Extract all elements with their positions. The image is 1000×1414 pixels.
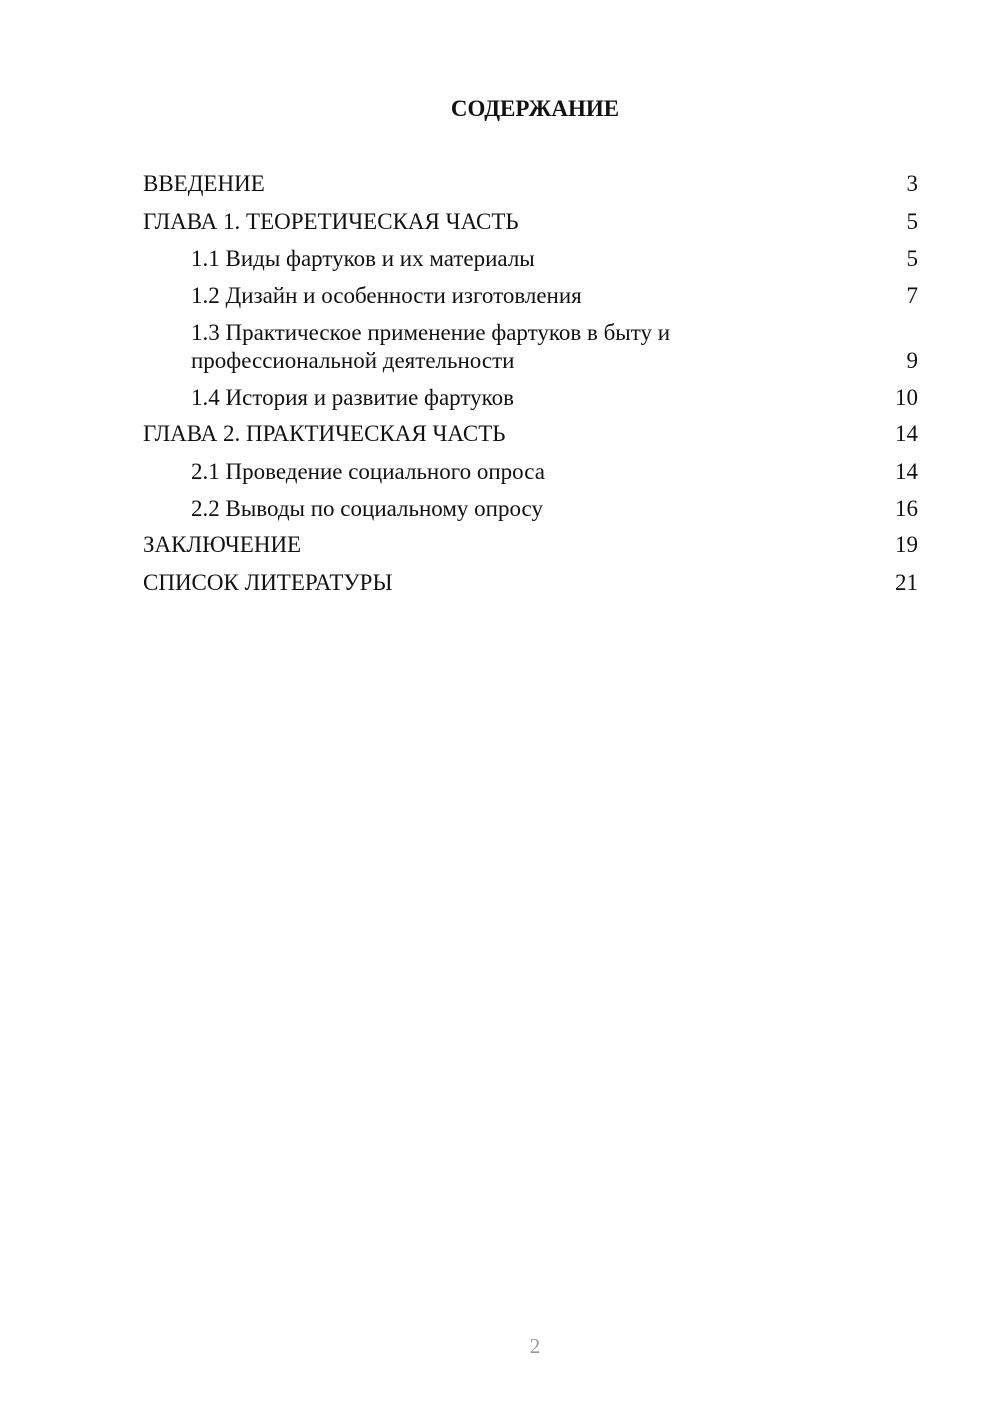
toc-entry-page: 14 bbox=[895, 421, 918, 446]
toc-entry-label: 1.2 Дизайн и особенности изготовления bbox=[191, 283, 582, 308]
toc-entry-page: 19 bbox=[895, 532, 918, 557]
toc-entry-label: ГЛАВА 1. ТЕОРЕТИЧЕСКАЯ ЧАСТЬ bbox=[143, 209, 519, 234]
page-title: СОДЕРЖАНИЕ bbox=[450, 96, 620, 121]
toc-entry-label: 2.2 Выводы по социальному опросу bbox=[191, 496, 543, 521]
toc-entry-label: ЗАКЛЮЧЕНИЕ bbox=[143, 532, 302, 557]
toc-entry-label: 1.4 История и развитие фартуков bbox=[191, 385, 514, 410]
toc-entry-page: 3 bbox=[906, 171, 918, 196]
toc-entry-label: 2.1 Проведение социального опроса bbox=[191, 459, 545, 484]
toc-entry-page: 21 bbox=[895, 570, 918, 595]
toc-entry-page: 5 bbox=[906, 246, 918, 271]
toc-entry-page: 5 bbox=[906, 209, 918, 234]
toc-entry-label: 1.3 Практическое применение фартуков в быту и профессиональной деятельности bbox=[191, 320, 671, 373]
toc-entry-page: 9 bbox=[906, 348, 918, 373]
toc-entry-page: 16 bbox=[895, 496, 918, 521]
toc-entry-page: 10 bbox=[895, 385, 918, 410]
toc-entry-page: 14 bbox=[895, 459, 918, 484]
toc-entry-label: 1.1 Виды фартуков и их материалы bbox=[191, 246, 535, 271]
toc-entry-label: СПИСОК ЛИТЕРАТУРЫ bbox=[143, 570, 393, 595]
page-number: 2 bbox=[529, 1334, 541, 1358]
toc-entry-label: ГЛАВА 2. ПРАКТИЧЕСКАЯ ЧАСТЬ bbox=[143, 421, 506, 446]
toc-entry-label: ВВЕДЕНИЕ bbox=[143, 171, 265, 196]
toc-entry-page: 7 bbox=[906, 283, 918, 308]
